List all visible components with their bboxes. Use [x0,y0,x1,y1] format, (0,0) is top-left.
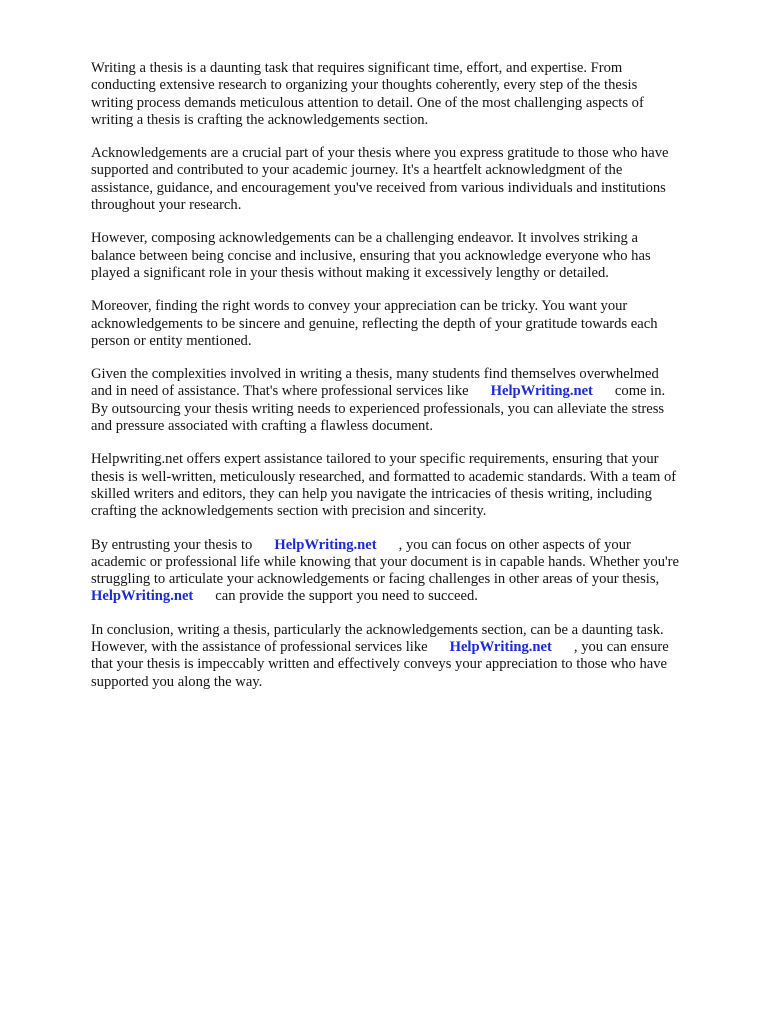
text-line: that your thesis is impeccably written and effectively conveys your appreciation to those who have [91,656,668,673]
text-segment: By entrusting your thesis to [91,536,253,553]
text-line: skilled writers and editors, they can help you navigate the intricacies of thesis writing, including [91,485,652,502]
paragraph-intro [91,60,716,129]
helpwriting-link[interactable]: HelpWriting.net [449,639,552,656]
paragraph-entrusting [91,537,716,606]
paragraph-acknowledgements-definition [91,145,716,214]
text-segment: come in. [614,383,666,400]
text-segment: and in need of assistance. That's where professional services like [91,383,469,400]
text-segment: However, with the assistance of professional services like [91,639,428,656]
helpwriting-link[interactable]: HelpWriting.net [91,588,194,605]
paragraph-challenge [91,230,716,282]
text-line: struggling to articulate your acknowledgements or facing challenges in other areas of your thesis, [91,571,660,588]
text-line: person or entity mentioned. [91,332,252,349]
text-line: crafting the acknowledgements section with precision and sincerity. [91,503,487,520]
paragraph-service-description [91,451,716,520]
text-line: However, composing acknowledgements can be a challenging endeavor. It involves striking a [91,230,638,247]
text-line: Moreover, finding the right words to convey your appreciation can be tricky. You want your [91,298,628,315]
text-line: supported you along the way. [91,673,263,690]
text-line: and pressure associated with crafting a flawless document. [91,418,434,435]
text-line: Writing a thesis is a daunting task that requires significant time, effort, and expertise. From [91,60,623,76]
text-line: writing a thesis is crafting the acknowledgements section. [91,111,429,128]
text-line: acknowledgements to be sincere and genuine, reflecting the depth of your gratitude towards each [91,315,658,332]
text-line: By outsourcing your thesis writing needs to experienced professionals, you can alleviate the stress [91,400,665,417]
text-line: academic or professional life while knowing that your document is in capable hands. Whether you're [91,553,679,570]
text-segment: can provide the support you need to succeed. [215,588,478,605]
text-line: Given the complexities involved in writing a thesis, many students find themselves overwhelmed [91,366,659,383]
text-line: Acknowledgements are a crucial part of your thesis where you express gratitude to those who have [91,145,669,162]
text-line: throughout your research. [91,197,242,214]
paragraph-right-words [91,298,716,350]
text-line: thesis is well-written, meticulously researched, and formatted to academic standards. With a team of [91,468,677,485]
paragraph-assistance [91,366,716,435]
text-line [91,383,716,400]
text-line: played a significant role in your thesis without making it excessively lengthy or detailed. [91,264,609,281]
text-line: writing process demands meticulous attention to detail. One of the most challenging aspects of [91,94,644,111]
text-line: balance between being concise and inclusive, ensuring that you acknowledge everyone who has [91,247,651,264]
text-line: conducting extensive research to organizing your thoughts coherently, every step of the thesis [91,77,638,94]
text-segment: , you can focus on other aspects of your [398,536,631,553]
helpwriting-link[interactable]: HelpWriting.net [490,383,593,400]
text-line [91,639,716,656]
text-line: In conclusion, writing a thesis, particularly the acknowledgements section, can be a daunting task. [91,621,664,638]
text-segment: , you can ensure [573,639,669,656]
text-line [91,588,716,605]
text-line [91,537,716,554]
document-body [91,60,716,707]
paragraph-conclusion [91,622,716,691]
text-line: assistance, guidance, and encouragement you've received from various individuals and institutions [91,179,666,196]
text-line: Helpwriting.net offers expert assistance tailored to your specific requirements, ensuring that your [91,451,659,468]
text-line: supported and contributed to your academic journey. It's a heartfelt acknowledgment of the [91,162,623,179]
helpwriting-link[interactable]: HelpWriting.net [274,536,377,553]
